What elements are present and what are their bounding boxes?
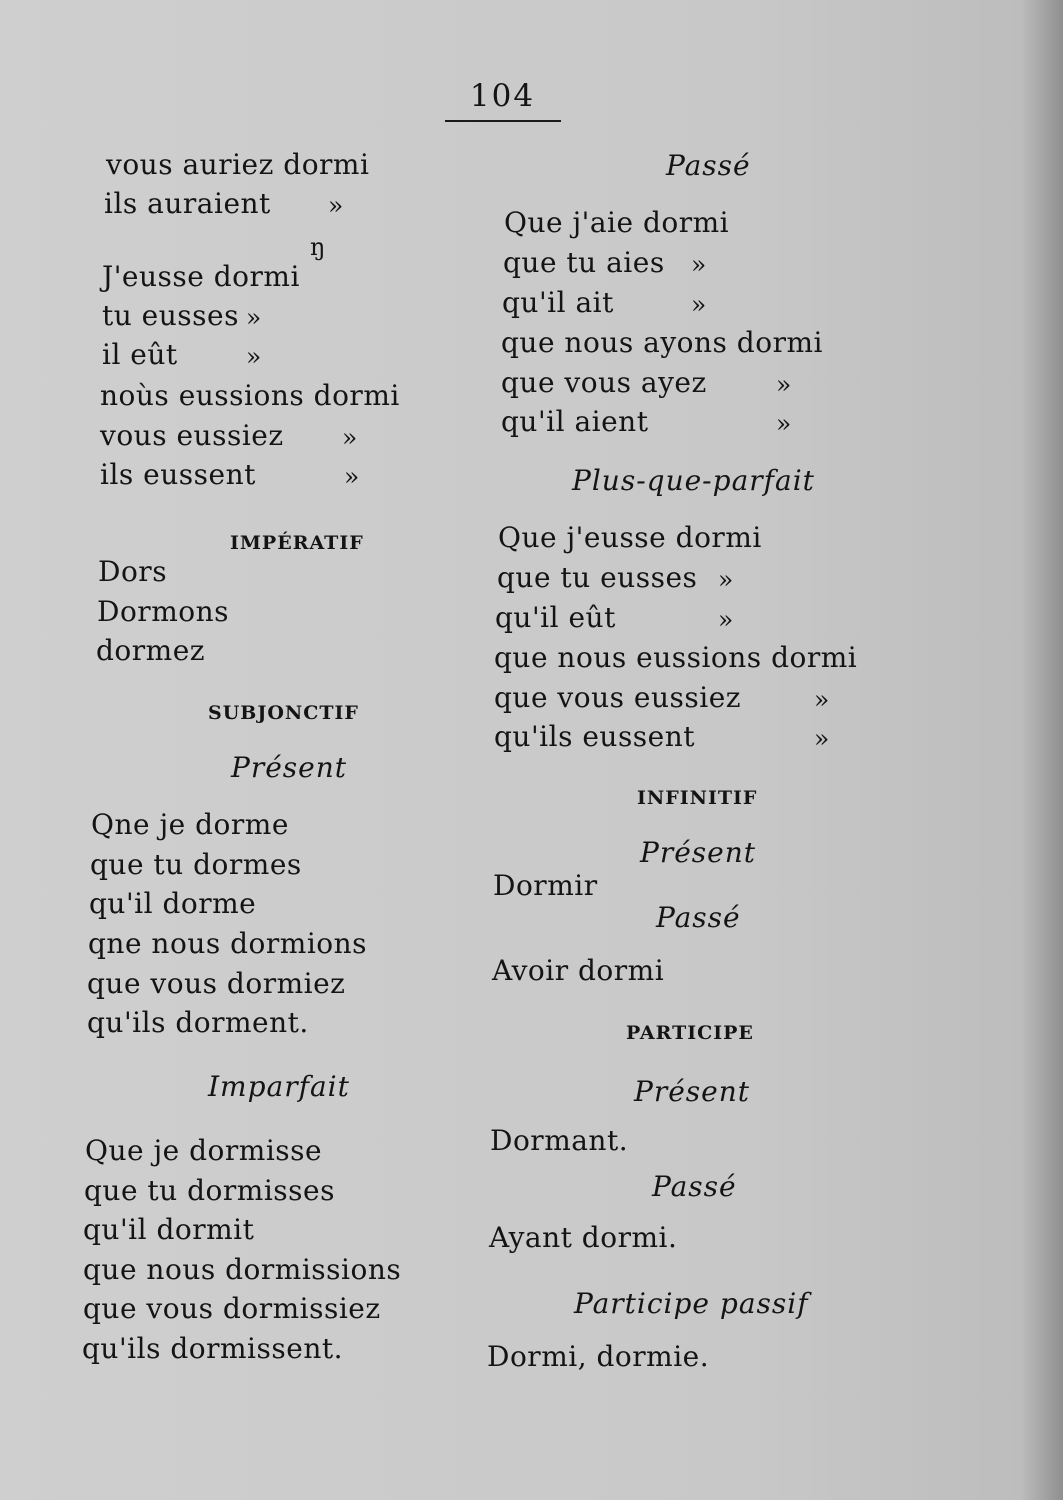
conditionnel-alt-line: ils eussent xyxy=(100,458,256,491)
conditionnel-alt-line: tu eusses xyxy=(102,299,239,332)
imperatif-line: Dormons xyxy=(97,595,230,628)
section-heading-infinitif: INFINITIF xyxy=(637,787,758,809)
plus-que-parfait-line: que tu eusses xyxy=(497,561,698,594)
subjonctif-present-line: Qne je dorme xyxy=(91,808,289,841)
ditto-mark: » xyxy=(814,685,830,714)
tense-title-passe: Passé xyxy=(652,1170,737,1203)
subjonctif-present-line: qu'il dorme xyxy=(89,887,257,920)
ditto-mark: » xyxy=(776,370,792,399)
participe-present-value: Dormant. xyxy=(490,1124,629,1157)
ditto-mark: » xyxy=(814,724,830,753)
passe-line: Que j'aie dormi xyxy=(504,206,730,239)
tense-title-imparfait: Imparfait xyxy=(208,1070,350,1103)
ditto-mark: » xyxy=(691,290,707,319)
page-number-rule xyxy=(445,120,561,122)
participe-passif-value: Dormi, dormie. xyxy=(487,1340,710,1373)
conditionnel-alt-line: J'eusse dormi xyxy=(102,260,300,293)
tense-title-passe: Passé xyxy=(656,901,741,934)
ditto-mark: » xyxy=(246,303,262,332)
participe-passe-value: Ayant dormi. xyxy=(489,1221,678,1254)
plus-que-parfait-line: Que j'eusse dormi xyxy=(498,521,762,554)
subjonctif-imparfait-line: qu'il dormit xyxy=(83,1213,255,1246)
plus-que-parfait-line: qu'ils eussent xyxy=(494,720,696,753)
imperatif-line: Dors xyxy=(98,555,168,588)
subjonctif-present-line: qne nous dormions xyxy=(88,927,368,960)
ditto-mark: » xyxy=(342,423,358,452)
conditionnel-alt-line: il eût xyxy=(102,338,178,371)
conditionnel-line: vous auriez dormi xyxy=(106,148,370,181)
infinitif-present-value: Dormir xyxy=(493,869,598,902)
ditto-mark: » xyxy=(246,342,262,371)
subjonctif-present-line: que vous dormiez xyxy=(87,967,346,1000)
tense-title-present: Présent xyxy=(634,1075,751,1108)
subjonctif-present-line: qu'ils dorment. xyxy=(87,1006,309,1039)
plus-que-parfait-line: que vous eussiez xyxy=(494,681,742,714)
ditto-mark: » xyxy=(776,409,792,438)
passe-line: qu'il aient xyxy=(501,405,649,438)
section-heading-participe: PARTICIPE xyxy=(626,1022,754,1044)
tense-title-plus-que-parfait: Plus-que-parfait xyxy=(572,464,815,497)
conditionnel-alt-line: vous eussiez xyxy=(100,419,284,452)
ditto-mark: » xyxy=(718,565,734,594)
tense-title-present: Présent xyxy=(640,836,757,869)
ditto-mark: » xyxy=(691,250,707,279)
imperatif-line: dormez xyxy=(96,634,206,667)
section-heading-subjonctif: SUBJONCTIF xyxy=(208,702,359,724)
subjonctif-imparfait-line: que nous dormissions xyxy=(83,1253,402,1286)
ditto-mark: » xyxy=(718,605,734,634)
tense-title-present: Présent xyxy=(231,751,348,784)
passe-line: que nous ayons dormi xyxy=(501,326,823,359)
conditionnel-alt-line: noùs eussions dormi xyxy=(100,379,400,412)
subjonctif-present-line: que tu dormes xyxy=(90,848,302,881)
subjonctif-imparfait-line: que tu dormisses xyxy=(84,1174,335,1207)
infinitif-passe-value: Avoir dormi xyxy=(492,954,665,987)
page-number: 104 xyxy=(469,78,536,114)
conditionnel-line: ils auraient xyxy=(104,187,271,220)
passe-line: que vous ayez xyxy=(501,366,707,399)
subjonctif-imparfait-line: que vous dormissiez xyxy=(83,1292,381,1325)
tense-title-passe: Passé xyxy=(666,149,751,182)
ditto-mark: » xyxy=(344,462,360,491)
plus-que-parfait-line: que nous eussions dormi xyxy=(494,641,858,674)
plus-que-parfait-line: qu'il eût xyxy=(495,601,616,634)
passe-line: que tu aies xyxy=(503,246,665,279)
subjonctif-imparfait-line: qu'ils dormissent. xyxy=(82,1332,343,1365)
stray-mark: ŋ xyxy=(310,233,326,261)
ditto-mark: » xyxy=(328,191,344,220)
tense-title-participe-passif: Participe passif xyxy=(574,1287,809,1320)
subjonctif-imparfait-line: Que je dormisse xyxy=(85,1134,323,1167)
section-heading-imperatif: IMPÉRATIF xyxy=(230,532,364,554)
passe-line: qu'il ait xyxy=(502,286,614,319)
